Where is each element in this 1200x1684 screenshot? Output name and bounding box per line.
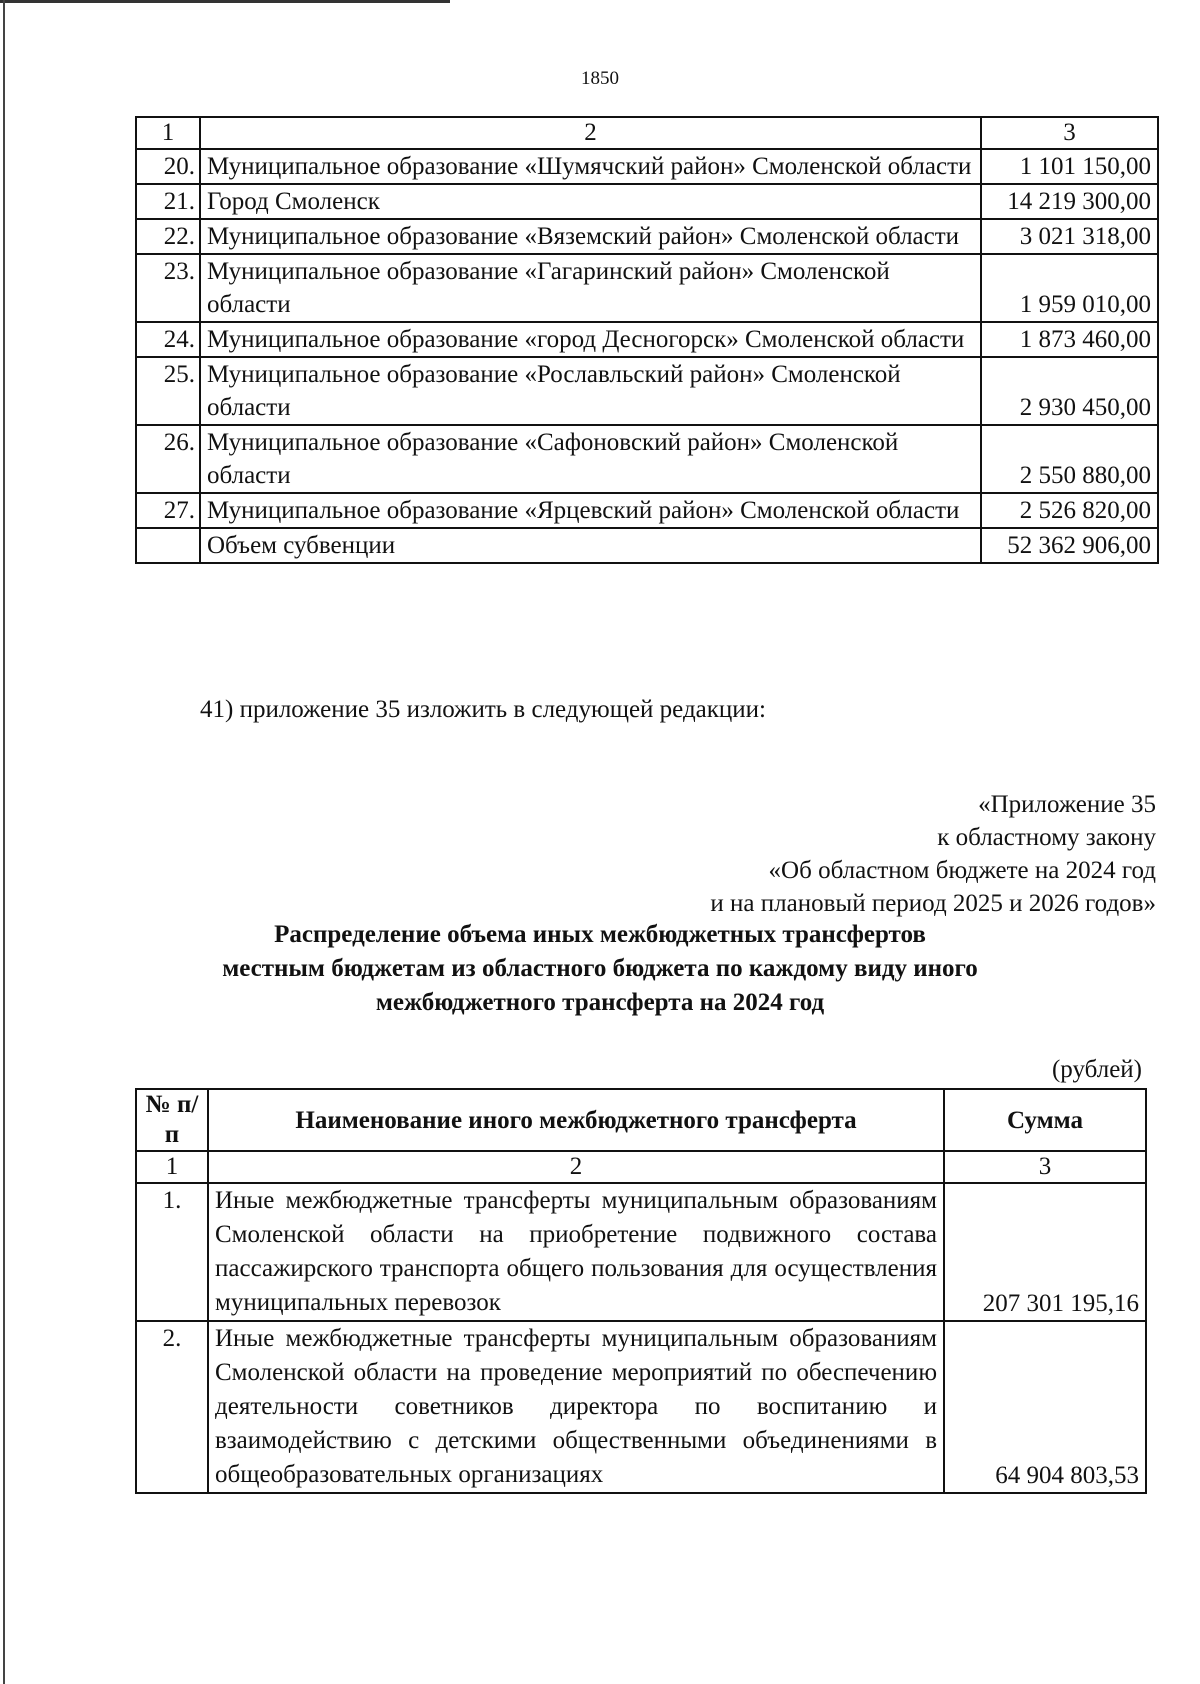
- row-name: Муниципальное образование «город Десногорск» Смоленской области: [200, 322, 981, 357]
- row-number: 27.: [136, 493, 200, 528]
- row-name: Иные межбюджетные трансферты муниципальным образованиям Смоленской области на приобретение подвижного состава пассажирского транспорта общего пользования для осуществления муниципальных перевозок: [208, 1183, 944, 1321]
- table-row: [136, 149, 1158, 184]
- table-row: [136, 1321, 1146, 1493]
- appendix-line: «Приложение 35: [978, 791, 1156, 818]
- total-amount: 52 362 906,00: [981, 528, 1158, 563]
- table-row: [136, 322, 1158, 357]
- row-name: Муниципальное образование «Сафоновский район» Смоленской области: [200, 425, 981, 493]
- row-name: Муниципальное образование «Гагаринский район» Смоленской области: [200, 254, 981, 322]
- units-label: (рублей): [1051, 1056, 1142, 1083]
- appendix-line: «Об областном бюджете на 2024 год: [768, 857, 1156, 884]
- row-amount: 2 550 880,00: [981, 425, 1158, 493]
- row-name: Иные межбюджетные трансферты муниципальным образованиям Смоленской области на проведение мероприятий по обеспечению деятельности советников директора по воспитанию и взаимодействию с детскими общественными объединениями в общеобразовательных организациях: [208, 1321, 944, 1493]
- scan-edge-left: [3, 0, 5, 1684]
- table-row: [136, 254, 1158, 322]
- table-row: [136, 357, 1158, 425]
- title-line: местным бюджетам из областного бюджета по каждому виду иного: [222, 955, 978, 982]
- col-index-2: 2: [200, 117, 981, 149]
- row-number: 22.: [136, 219, 200, 254]
- column-header-number: № п/п: [136, 1089, 208, 1151]
- table-header-row: [136, 1151, 1146, 1183]
- col-index-2: 2: [208, 1151, 944, 1183]
- table-row: [136, 1183, 1146, 1321]
- table-row: [136, 184, 1158, 219]
- row-number: 20.: [136, 149, 200, 184]
- row-number: 1.: [136, 1183, 208, 1321]
- appendix-reference: [710, 788, 1156, 920]
- row-name: Муниципальное образование «Шумячский район» Смоленской области: [200, 149, 981, 184]
- col-index-1: 1: [136, 117, 200, 149]
- row-amount: 1 959 010,00: [981, 254, 1158, 322]
- row-amount: 1 101 150,00: [981, 149, 1158, 184]
- row-number: 25.: [136, 357, 200, 425]
- row-amount: 2 930 450,00: [981, 357, 1158, 425]
- row-amount: 1 873 460,00: [981, 322, 1158, 357]
- subvention-table: [135, 116, 1159, 564]
- document-title: [0, 918, 1200, 1020]
- row-amount: 64 904 803,53: [944, 1321, 1146, 1493]
- row-name: Город Смоленск: [200, 184, 981, 219]
- row-amount: 14 219 300,00: [981, 184, 1158, 219]
- appendix-line: к областному закону: [937, 824, 1156, 851]
- amendment-note: 41) приложение 35 изложить в следующей редакции:: [200, 696, 766, 723]
- row-name: Муниципальное образование «Рославльский район» Смоленской области: [200, 357, 981, 425]
- table-column-header-row: [136, 1089, 1146, 1151]
- row-number: 24.: [136, 322, 200, 357]
- total-row: [136, 528, 1158, 563]
- title-line: межбюджетного трансферта на 2024 год: [375, 989, 825, 1016]
- row-name: Муниципальное образование «Вяземский район» Смоленской области: [200, 219, 981, 254]
- row-amount: 207 301 195,16: [944, 1183, 1146, 1321]
- scan-edge-top: [0, 0, 450, 3]
- row-number: 21.: [136, 184, 200, 219]
- row-amount: 3 021 318,00: [981, 219, 1158, 254]
- col-index-3: 3: [981, 117, 1158, 149]
- column-header-name: Наименование иного межбюджетного трансферта: [208, 1089, 944, 1151]
- col-index-1: 1: [136, 1151, 208, 1183]
- column-header-amount: Сумма: [944, 1089, 1146, 1151]
- page-number: 1850: [581, 68, 619, 89]
- row-name: Муниципальное образование «Ярцевский район» Смоленской области: [200, 493, 981, 528]
- col-index-3: 3: [944, 1151, 1146, 1183]
- appendix-line: и на плановый период 2025 и 2026 годов»: [710, 890, 1156, 917]
- total-number-cell: [136, 528, 200, 563]
- total-label: Объем субвенции: [200, 528, 981, 563]
- row-amount: 2 526 820,00: [981, 493, 1158, 528]
- table-row: [136, 425, 1158, 493]
- table-header-row: [136, 117, 1158, 149]
- row-number: 23.: [136, 254, 200, 322]
- table-row: [136, 493, 1158, 528]
- transfers-table: [135, 1088, 1147, 1494]
- row-number: 26.: [136, 425, 200, 493]
- title-line: Распределение объема иных межбюджетных трансфертов: [274, 921, 926, 948]
- table-row: [136, 219, 1158, 254]
- row-number: 2.: [136, 1321, 208, 1493]
